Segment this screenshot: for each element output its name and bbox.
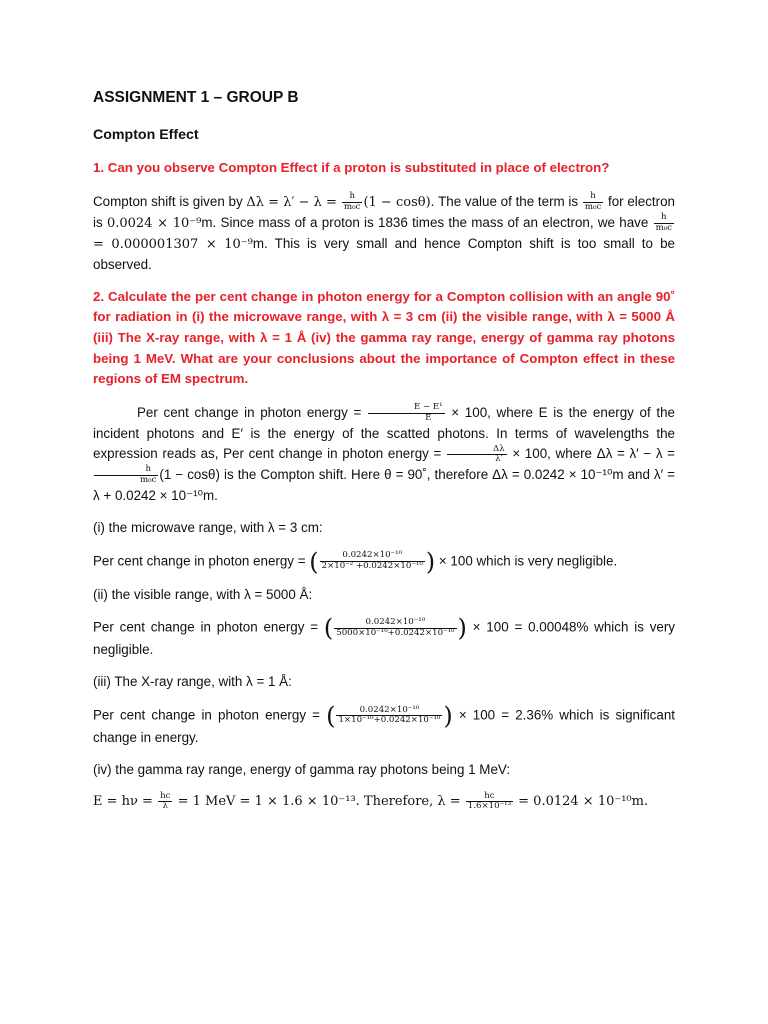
calc-fraction (334, 618, 456, 639)
calc-fraction (336, 706, 442, 727)
calc-lead: Per cent change in photon energy = (93, 707, 327, 723)
answer-1 (93, 192, 675, 276)
fraction-denominator: λ (162, 801, 168, 812)
lambda-fraction (466, 792, 513, 813)
fraction-numerator: 0.0242×10⁻¹⁰ (320, 551, 425, 562)
wavelength-fraction (447, 445, 507, 466)
document-body (93, 86, 675, 824)
answer-1-text: Compton shift is given by (93, 193, 247, 209)
close-paren: ) (443, 701, 453, 730)
fraction-denominator: 2×10⁻² +0.0242×10⁻¹⁰ (321, 561, 423, 572)
fraction-denominator: m₀c (344, 201, 361, 212)
open-paren: ( (323, 614, 334, 643)
h-over-m0c-fraction (342, 192, 362, 213)
electron-value: 0.0024 × 10⁻⁹ (106, 215, 202, 231)
part-iii-calculation (93, 701, 675, 749)
calc-tail: × 100 = 0.00048% which is very negligible. (93, 619, 675, 658)
calc-fraction (320, 551, 425, 572)
calc-tail: × 100 which is very negligible. (435, 553, 618, 569)
fraction-denominator: 1.6×10⁻¹³ (467, 801, 512, 812)
fraction-denominator: m₀c (140, 475, 157, 486)
answer-2 (93, 403, 675, 507)
answer-1-text: m. Since mass of a proton is 1836 times the mass of an electron, we have (201, 214, 653, 230)
h-over-m0c-fraction (654, 213, 674, 234)
open-paren: ( (326, 701, 336, 730)
part-i-heading: (i) the microwave range, with λ = 3 cm: (93, 519, 323, 535)
fraction-numerator: h (342, 192, 362, 203)
answer-2-text: × 100, where Δλ = λ′ − λ = (507, 446, 675, 462)
fraction-numerator: h (583, 192, 603, 203)
fraction-denominator: m₀c (655, 222, 672, 233)
answer-2-text: × 100, where E is the energy of the incident photons and E′ is the energy of the scatted photons. In terms of wavelengths the expression reads as, Per cent change in photon energy = (93, 404, 676, 462)
part-ii-calculation (93, 616, 675, 661)
lambda-value: = 0.0124 × 10⁻¹⁰m. (514, 794, 649, 810)
close-paren: ) (457, 614, 467, 643)
fraction-numerator: 0.0242×10⁻¹⁰ (336, 706, 442, 717)
fraction-denominator: m₀c (584, 201, 602, 212)
part-iii-heading: (iii) The X-ray range, with λ = 1 Å: (93, 674, 292, 690)
close-paren: ) (425, 547, 436, 576)
h-over-m0c-fraction (94, 465, 158, 486)
fraction-denominator: λ′ (495, 454, 503, 465)
part-ii-heading: (ii) the visible range, with λ = 5000 Å: (93, 586, 313, 602)
energy-equation: E = hν = (93, 794, 158, 810)
fraction-numerator: Δλ (447, 445, 507, 456)
fraction-numerator: 0.0242×10⁻¹⁰ (334, 618, 456, 629)
fraction-denominator: 5000×10⁻¹⁰+0.0242×10⁻¹⁰ (336, 627, 455, 638)
part-i-calculation (93, 547, 675, 576)
hc-over-lambda-fraction (158, 792, 172, 813)
answer-1-text: . The value of the term is (430, 193, 582, 209)
answer-1-text: m. This is very small and hence Compton shift is too small to be observed. (93, 235, 676, 273)
calc-tail: × 100 = 2.36% which is significant change in energy. (93, 707, 675, 745)
part-iv-calculation (93, 791, 675, 812)
h-over-m0c-fraction (583, 192, 603, 213)
open-paren: ( (309, 547, 319, 576)
cos-term: (1 − cosθ) (363, 194, 431, 210)
fraction-numerator: h (94, 465, 158, 476)
compton-equation: Δλ = λ′ − λ = (246, 194, 342, 210)
assignment-title: ASSIGNMENT 1 – GROUP B (93, 89, 299, 106)
question-1: 1. Can you observe Compton Effect if a proton is substituted in place of electron? (93, 160, 610, 176)
part-iv-heading: (iv) the gamma ray range, energy of gamma ray photons being 1 MeV: (93, 761, 511, 777)
section-heading: Compton Effect (93, 127, 199, 144)
fraction-numerator: h (654, 213, 674, 224)
fraction-numerator: hc (160, 790, 171, 801)
proton-value: = 0.000001307 × 10⁻⁹ (93, 236, 253, 252)
answer-2-text: (1 − cosθ) is the Compton shift. Here θ = 90˚, therefore Δλ = 0.0242 × 10⁻¹⁰m and λ′ = λ + 0.0242 × 10⁻¹⁰m. (93, 467, 675, 504)
fraction-denominator: 1×10⁻¹⁰+0.0242×10⁻¹⁰ (338, 715, 441, 726)
calc-lead: Per cent change in photon energy = (93, 619, 324, 635)
calc-lead: Per cent change in photon energy = (93, 553, 310, 569)
energy-fraction (368, 403, 445, 424)
answer-1-text: for electron is (93, 193, 675, 230)
question-2: 2. Calculate the per cent change in photon energy for a Compton collision with an angle 90˚ for radiation in (i) the microwave range, with λ = 3 cm (ii) the visible range, with λ = 5000 Å (iii) The X-ray range, with λ = 1 Å (iv) the gamma ray range, energy of gamma ray photons being 1 MeV. What are your conclusions about the importance of Compton effect in these regions of EM spectrum. (93, 288, 675, 387)
fraction-denominator: E (425, 412, 432, 423)
answer-2-text: Per cent change in photon energy = (137, 404, 367, 420)
fraction-numerator: hc (466, 792, 513, 803)
energy-value: = 1 MeV = 1 × 1.6 × 10⁻¹³. Therefore, λ = (173, 794, 465, 810)
fraction-numerator: E − E¹ (368, 403, 445, 414)
